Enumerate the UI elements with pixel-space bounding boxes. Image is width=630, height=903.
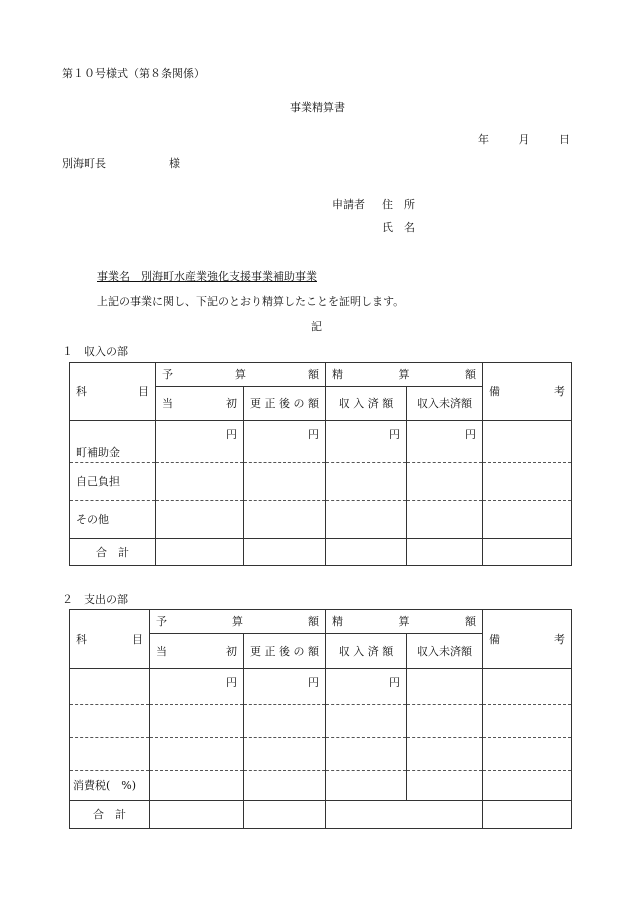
table-cell (326, 771, 407, 801)
income-row-label: 町補助金 (70, 421, 156, 463)
yen-unit: 円 (326, 669, 407, 705)
table-cell (407, 539, 483, 566)
document-title: 事業精算書 (290, 101, 345, 114)
date-month: 月 (518, 133, 530, 146)
yen-unit: 円 (407, 421, 483, 463)
table-cell (150, 801, 244, 829)
applicant-label: 申請者 (332, 198, 365, 211)
applicant-address-label: 住 所 (382, 198, 415, 211)
table-cell (326, 738, 407, 771)
project-label: 事業名 (97, 270, 130, 283)
header-remarks: 備 考 (483, 610, 572, 669)
table-cell (70, 738, 150, 771)
addressee-name: 別海町長 (62, 157, 106, 170)
statement-text: 上記の事業に関し、下記のとおり精算したことを証明します。 (97, 295, 405, 308)
table-cell (483, 669, 572, 705)
yen-unit: 円 (244, 421, 326, 463)
income-total-label: 合 計 (70, 539, 156, 566)
header-received: 収 入 済 額 (326, 634, 407, 669)
project-line (97, 271, 317, 282)
income-row-label: 自己負担 (70, 463, 156, 501)
date-year: 年 (478, 133, 489, 146)
table-cell (244, 738, 326, 771)
addressee-honorific: 様 (169, 157, 180, 170)
income-row-label: その他 (70, 501, 156, 539)
income-table (69, 362, 572, 566)
header-item: 科 目 (70, 610, 150, 669)
table-cell (244, 501, 326, 539)
header-settlement: 精 算 額 (326, 363, 483, 387)
income-heading: １ 収入の部 (62, 345, 128, 358)
table-cell (407, 738, 483, 771)
table-cell (244, 463, 326, 501)
table-cell (407, 501, 483, 539)
table-cell (326, 501, 407, 539)
table-cell (407, 771, 483, 801)
table-cell (483, 705, 572, 738)
header-initial: 当 初 (150, 634, 244, 669)
header-unreceived: 収入未済額 (407, 387, 483, 421)
ki-mark: 記 (311, 320, 322, 333)
header-unreceived: 収入未済額 (407, 634, 483, 669)
yen-unit: 円 (244, 669, 326, 705)
expense-total-label: 合 計 (70, 801, 150, 829)
header-received: 収 入 済 額 (326, 387, 407, 421)
expense-heading: ２ 支出の部 (62, 593, 128, 606)
expense-tax-label: 消費税( %) (70, 771, 150, 801)
yen-unit: 円 (326, 421, 407, 463)
table-cell (483, 421, 572, 463)
yen-unit: 円 (156, 421, 244, 463)
project-name: 別海町水産業強化支援事業補助事業 (141, 270, 317, 283)
table-cell (150, 771, 244, 801)
table-cell (407, 705, 483, 738)
header-initial: 当 初 (156, 387, 244, 421)
header-settlement: 精 算 額 (326, 610, 483, 634)
table-cell (483, 801, 572, 829)
table-cell (244, 771, 326, 801)
table-cell (156, 501, 244, 539)
header-remarks: 備 考 (483, 363, 572, 421)
yen-unit: 円 (150, 669, 244, 705)
header-revised: 更 正 後 の 額 (244, 634, 326, 669)
table-cell (70, 669, 150, 705)
table-cell (407, 463, 483, 501)
header-revised: 更 正 後 の 額 (244, 387, 326, 421)
table-cell (150, 705, 244, 738)
date-line (478, 134, 570, 145)
table-cell (326, 463, 407, 501)
expense-table (69, 609, 572, 829)
table-cell (483, 463, 572, 501)
header-budget: 予 算 額 (156, 363, 326, 387)
table-cell (407, 669, 483, 705)
table-cell (326, 539, 407, 566)
table-cell (326, 801, 483, 829)
table-cell (150, 738, 244, 771)
table-cell (70, 705, 150, 738)
table-cell (156, 463, 244, 501)
applicant-name-label: 氏 名 (382, 221, 415, 234)
header-budget: 予 算 額 (150, 610, 326, 634)
table-cell (483, 738, 572, 771)
table-cell (326, 705, 407, 738)
table-cell (483, 771, 572, 801)
table-cell (156, 539, 244, 566)
date-day: 日 (559, 133, 570, 146)
table-cell (483, 539, 572, 566)
table-cell (244, 705, 326, 738)
table-cell (483, 501, 572, 539)
header-item: 科 目 (70, 363, 156, 421)
table-cell (244, 801, 326, 829)
form-number: 第１０号様式（第８条関係） (62, 67, 205, 80)
table-cell (244, 539, 326, 566)
